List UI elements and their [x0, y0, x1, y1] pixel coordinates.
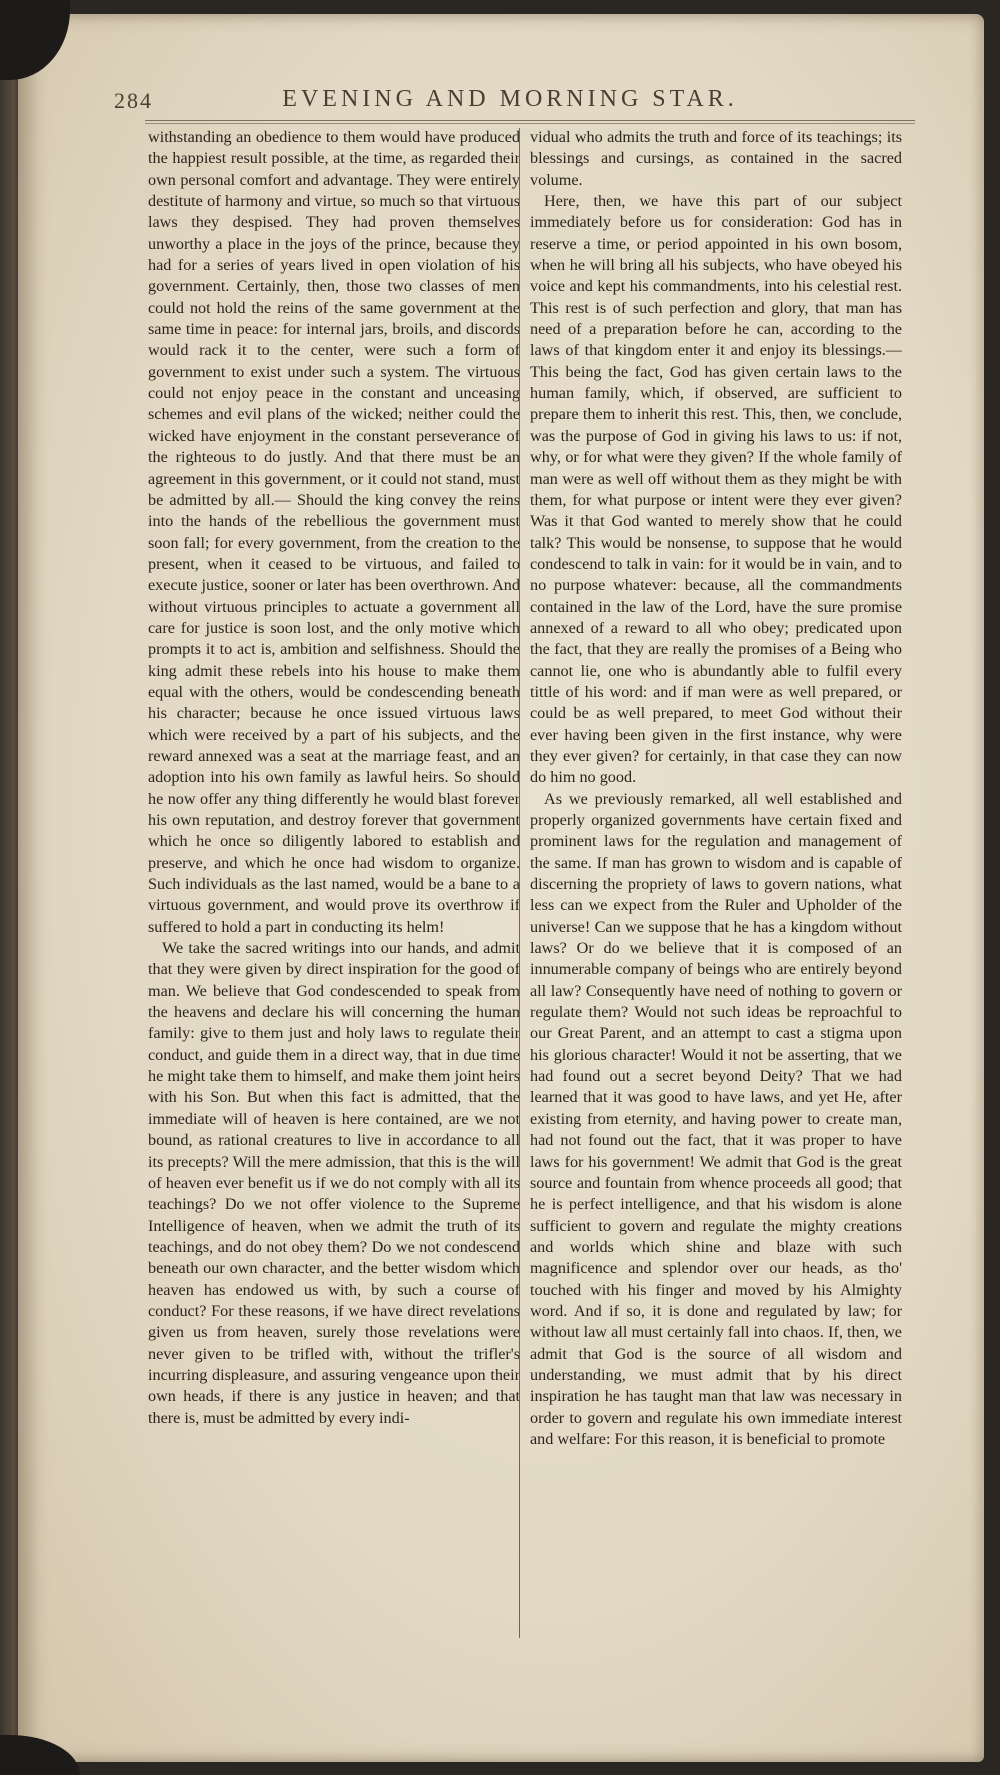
paragraph: We take the sacred writings into our hands, and admit that they were given by direct inspiration for the good of man. We believe that God condescended to speak from the heavens and declare his will concerning the human family: give to them just and holy laws to regulate their conduct, and guide them in a direct way, that in due time he might take them to himself, and make them joint heirs with his Son. But when this fact is admitted, that the immediate will of heaven is here contained, are we not bound, as rational creatures to live in accordance to all its precepts? Will the mere admission, that this is the will of heaven ever benefit us if we do not comply with all its teachings? Do we not offer violence to the Supreme Intelligence of heaven, when we admit the truth of its teachings, and do not obey them? Do we not condescend beneath our own character, and the better wisdom which heaven has endowed us with, by such a course of conduct? For these reasons, if we have direct revelations given us from heaven, surely those revelations were never given to be trifled with, without the trifler's incurring displeasure, and assuring vengeance upon their own heads, if there is any justice in heaven; and that there is, must be admitted by every indi-: [148, 939, 520, 1427]
paragraph: Here, then, we have this part of our subject immediately before us for consideration: God has in reserve a time, or period appointed in his own bosom, when he will bring all his subjects, who have obeyed his voice and kept his commandments, into his celestial rest. This rest is of such perfection and glory, that man has need of a preparation before he can, according to the laws of that kingdom enter it and enjoy its blessings.— This being the fact, God has given certain laws to the human family, which, if observed, are sufficient to prepare them to inherit this rest. This, then, we conclude, was the purpose of God in giving his laws to us: if not, why, or for what were they given? If the whole family of man were as well off without them as they might be with them, for what purpose or intent were they ever given? Was it that God wanted to merely show that he could talk? This would be nonsense, to suppose that he would condescend to talk in vain: for it would be in vain, and to no purpose whatever: because, all the commandments contained in the law of the Lord, have the sure promise annexed of a reward to all who obey; predicated upon the fact, that they are really the promises of a Being who cannot lie, one who is abundantly able to fulfil every tittle of his word: and if man were as well prepared, or could be as well prepared, to meet God without their ever having been given in the first instance, why were they ever given? for certainly, in that case they can now do him no good.: [530, 192, 902, 787]
paragraph: withstanding an obedience to them would have produced the happiest result possible, at the time, as regarded their own personal comfort and advantage. They were entirely destitute of harmony and virtue, so much so that virtuous laws they despised. They had proven themselves unworthy a place in the joys of the prince, because they had for a series of years lived in open violation of his government. Certainly, then, those two classes of men could not hold the reins of the same government at the same time in peace: for internal jars, broils, and discords would rack it to the center, were such a form of government to exist under such a system. The virtuous could not enjoy peace in the constant and unceasing schemes and evil plans of the wicked; neither could the wicked have enjoyment in the constant perseverance of the righteous to do justly. And that there must be an agreement in this government, or it could not stand, must be admitted by all.— Should the king convey the reins into the hands of the rebellious the government must soon fall; for every government, from the creation to the present, when it ceased to be virtuous, and failed to execute justice, sooner or later has been overthrown. And without virtuous principles to actuate a government all care for justice is soon lost, and the only motive which prompts it to act is, ambition and selfishness. Should the king admit these rebels into his house to make them equal with the others, would be condescending beneath his character; because he once issued virtuous laws which were received by a part of his subjects, and the reward annexed was a seat at the marriage feast, and an adoption into his own family as lawful heirs. So should he now offer any thing differently he would blast forever his own reputation, and destroy forever that government which he once so diligently labored to establish and preserve, and which he once had wisdom to organize. Such individuals as the last named, would be a bane to a virtuous government, and would prove its overthrow if suffered to hold a part in conducting its helm!: [148, 128, 520, 936]
page-header: [100, 82, 920, 116]
paragraph: vidual who admits the truth and force of its teachings; its blessings and cursings, as contained in the sacred volume.: [530, 128, 902, 189]
column-divider: [519, 128, 520, 1638]
page-number: 284: [114, 88, 153, 113]
header-rule: [145, 120, 915, 124]
paragraph: As we previously remarked, all well established and properly organized governments have certain fixed and prominent laws for the regulation and management of the same. If man has grown to wisdom and is capable of discerning the propriety of laws to govern nations, what less can we expect from the Ruler and Upholder of the universe! Can we suppose that he has a kingdom without laws? Or do we believe that it is composed of an innumerable company of beings who are entirely beyond all law? Consequently have need of nothing to govern or regulate them? Would not such ideas be reproachful to our Great Parent, and an attempt to cast a stigma upon his glorious character! Would it not be asserting, that we had found out a secret beyond Deity? That we had learned that it was good to have laws, and yet He, after existing from eternity, and having power to create man, had not found out the fact, that it was proper to have laws for his government! We admit that God is the great source and fountain from whence proceeds all good; that he is perfect intelligence, and that his wisdom is alone sufficient to govern and regulate the mighty creations and worlds which shine and blaze with such magnificence and splendor over our heads, as tho' touched with his finger and moved by his Almighty word. And if so, it is done and regulated by law; for without law all must certainly fall into chaos. If, then, we admit that God is the source of all wisdom and understanding, we must admit that by his direct inspiration he has taught man that law was necessary in order to govern and regulate his own immediate interest and welfare: For this reason, it is beneficial to promote: [530, 789, 902, 1448]
right-column: [530, 127, 902, 1450]
running-title: EVENING AND MORNING STAR.: [282, 86, 738, 112]
left-column: [148, 127, 520, 1429]
